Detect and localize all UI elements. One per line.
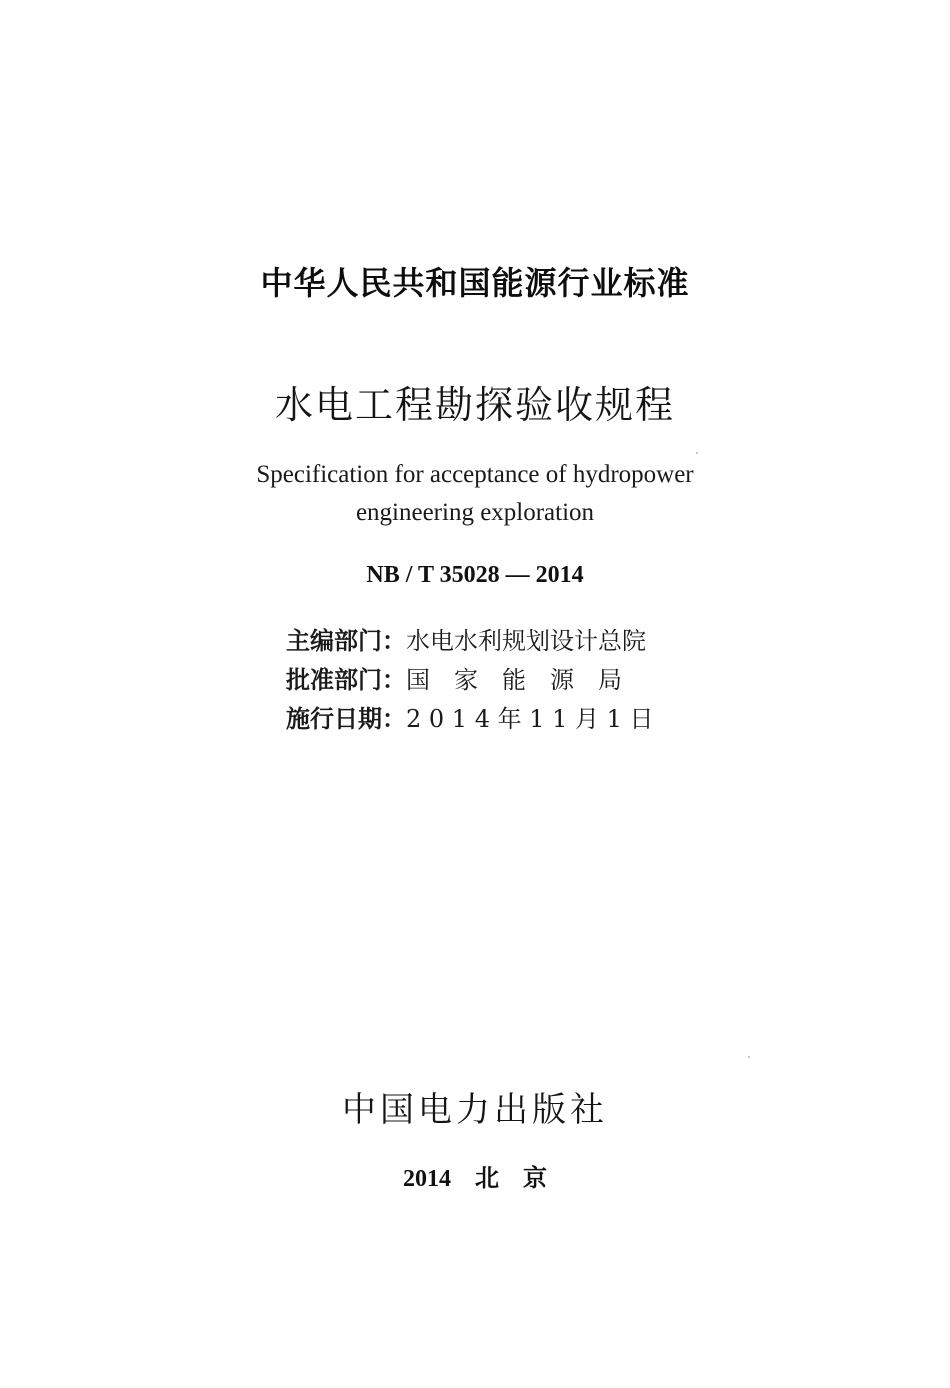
approver-value: 国 家 能 源 局 — [406, 666, 622, 694]
title-english — [0, 456, 950, 532]
place-year: 2014 北 京 — [403, 1166, 547, 1192]
meta-block — [286, 622, 654, 739]
title-english-line-1: Specification for acceptance of hydropower — [256, 461, 694, 488]
editor-value: 水电水利规划设计总院 — [406, 627, 646, 655]
title-chinese: 水电工程勘探验收规程 — [274, 383, 675, 427]
editor-row — [286, 622, 654, 661]
scan-speck — [696, 452, 698, 454]
effective-date-value: 2 0 1 4 年 1 1 月 1 日 — [406, 705, 654, 733]
approver-row — [286, 661, 654, 700]
scan-speck — [748, 1056, 750, 1058]
effective-date-row — [286, 700, 654, 739]
standard-number: NB / T 35028 — 2014 — [366, 562, 584, 588]
effective-date-label: 施行日期： — [286, 705, 406, 733]
approver-label: 批准部门： — [286, 666, 406, 694]
standard-category: 中华人民共和国能源行业标准 — [260, 264, 690, 302]
editor-label: 主编部门： — [286, 627, 406, 655]
publisher: 中国电力出版社 — [342, 1090, 608, 1130]
title-english-line-2: engineering exploration — [355, 499, 595, 526]
